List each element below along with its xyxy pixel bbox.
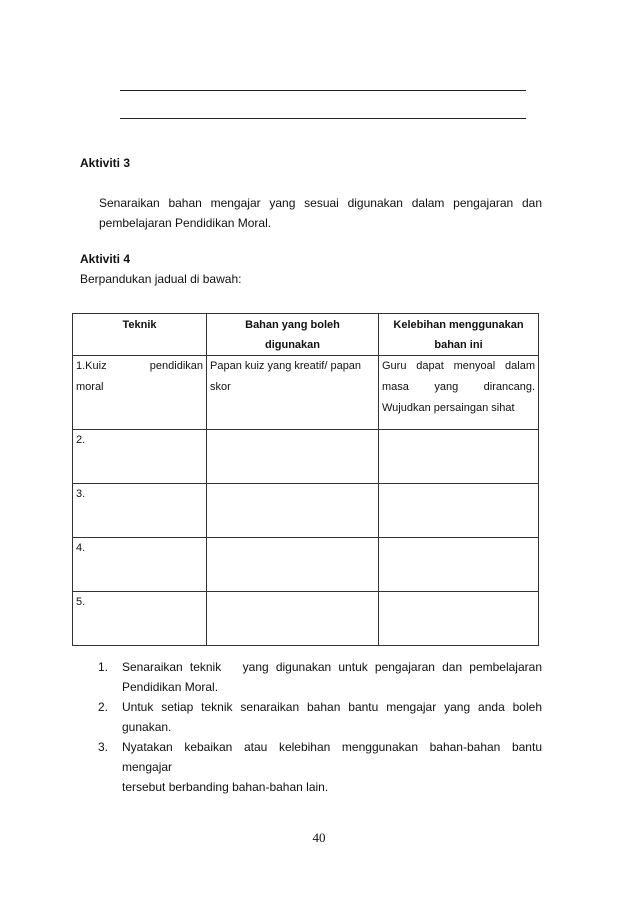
- list-item-number: 3.: [98, 740, 109, 754]
- list-item-line-2: gunakan.: [122, 720, 172, 734]
- cell-kelebihan: [379, 484, 539, 538]
- activity-3-title: Aktiviti 3: [80, 156, 131, 170]
- cell-bahan: [207, 538, 379, 592]
- page-number: 40: [312, 830, 326, 845]
- cell-bahan-line-2: skor: [210, 381, 231, 393]
- cell-kelebihan-line-2: masa yang dirancang.: [382, 381, 535, 393]
- table-row: [73, 356, 539, 430]
- list-item-line-1: Senaraikan teknik yang digunakan untuk pengajaran dan pembelajaran: [122, 660, 542, 674]
- cell-teknik: [73, 430, 207, 484]
- answer-line-1: [120, 90, 526, 91]
- activity-3-text-line-1: Senaraikan bahan mengajar yang sesuai digunakan dalam pengajaran dan: [99, 196, 542, 210]
- cell-kelebihan-line-3: Wujudkan persaingan sihat: [382, 402, 515, 414]
- header-bahan: [207, 314, 379, 356]
- cell-bahan: [207, 592, 379, 646]
- list-item: [98, 737, 542, 797]
- cell-kelebihan: [379, 430, 539, 484]
- list-item: [98, 657, 542, 697]
- cell-teknik-number: 5.: [76, 596, 86, 608]
- cell-bahan: [207, 484, 379, 538]
- table-row: [73, 592, 539, 646]
- cell-bahan-line-1: Papan kuiz yang kreatif/ papan: [210, 360, 362, 372]
- cell-teknik-number: 2.: [76, 434, 86, 446]
- list-item-number: 1.: [98, 660, 109, 674]
- cell-kelebihan: [379, 592, 539, 646]
- cell-teknik-number: 3.: [76, 488, 86, 500]
- activity-3-text-line-2: pembelajaran Pendidikan Moral.: [99, 216, 272, 230]
- list-item-line-2: tersebut berbanding bahan-bahan lain.: [122, 780, 329, 794]
- cell-kelebihan: [379, 356, 539, 430]
- activity-4-intro: Berpandukan jadual di bawah:: [80, 272, 242, 286]
- list-item-line-1: Nyatakan kebaikan atau kelebihan menggunakan bahan-bahan bantu mengajar: [122, 740, 542, 774]
- cell-bahan: [207, 356, 379, 430]
- cell-teknik-number: 4.: [76, 542, 86, 554]
- table-row: [73, 484, 539, 538]
- header-bahan-line-2: digunakan: [264, 339, 320, 351]
- cell-bahan: [207, 430, 379, 484]
- cell-teknik: [73, 356, 207, 430]
- header-kelebihan: [379, 314, 539, 356]
- activity-table: [72, 313, 539, 646]
- cell-teknik: [73, 538, 207, 592]
- table-row: [73, 430, 539, 484]
- instructions-list: [98, 657, 542, 797]
- cell-kelebihan: [379, 538, 539, 592]
- list-item: [98, 697, 542, 737]
- list-item-line-2: Pendidikan Moral.: [122, 680, 219, 694]
- cell-kelebihan-line-1: Guru dapat menyoal dalam: [382, 360, 535, 372]
- cell-teknik-line-1: 1.Kuiz pendidikan: [76, 360, 203, 372]
- header-teknik: [73, 314, 207, 356]
- cell-teknik-line-2: moral: [76, 381, 104, 393]
- activity-4-title: Aktiviti 4: [80, 252, 131, 266]
- table-header-row: [73, 314, 539, 356]
- cell-teknik: [73, 484, 207, 538]
- table-row: [73, 538, 539, 592]
- header-kelebihan-line-2: bahan ini: [434, 339, 483, 351]
- cell-teknik: [73, 592, 207, 646]
- header-kelebihan-line-1: Kelebihan menggunakan: [393, 319, 524, 331]
- list-item-number: 2.: [98, 700, 109, 714]
- list-item-line-1: Untuk setiap teknik senaraikan bahan bantu mengajar yang anda boleh: [122, 700, 542, 714]
- header-bahan-line-1: Bahan yang boleh: [245, 319, 340, 331]
- activity-3-text: [99, 193, 542, 233]
- answer-line-2: [120, 118, 526, 119]
- header-teknik-text: Teknik: [122, 319, 157, 331]
